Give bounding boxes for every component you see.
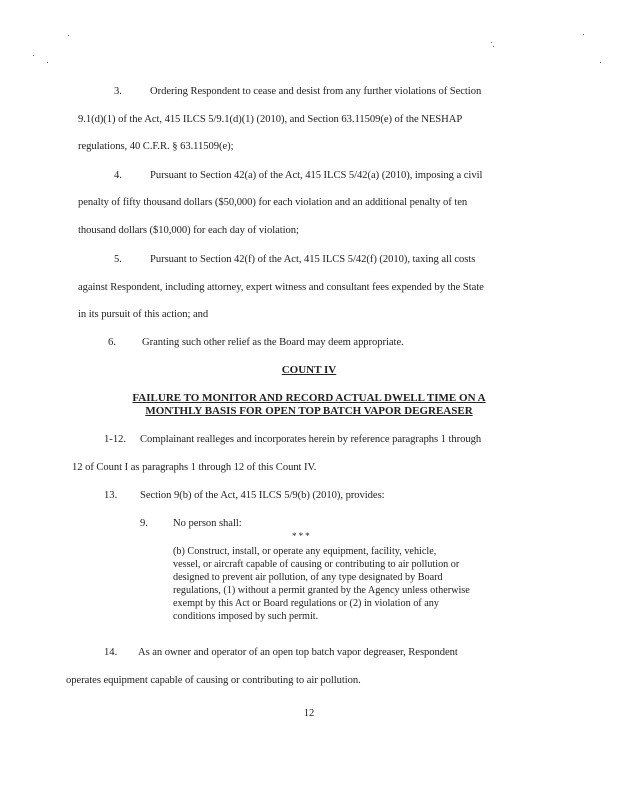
paragraph-5-number: 5. [114, 254, 122, 265]
quote-line: vessel, or aircraft capable of causing or contributing to air pollution or [173, 559, 460, 570]
quote-line: conditions imposed by such permit. [173, 611, 319, 622]
paragraph-4-line: penalty of fifty thousand dollars ($50,000) for each violation and an additional penalty of ten [78, 197, 468, 208]
paragraph-1-12-line: Complainant realleges and incorporates herein by reference paragraphs 1 through [140, 434, 482, 445]
count-subtitle-line: FAILURE TO MONITOR AND RECORD ACTUAL DWELL TIME ON A [132, 392, 486, 404]
quote-line: designed to prevent air pollution, of any type designated by Board [173, 572, 443, 583]
paragraph-3-line: Ordering Respondent to cease and desist from any further violations of Section [150, 86, 482, 97]
paragraph-13-number: 13. [104, 490, 118, 501]
scan-speck [600, 62, 601, 63]
paragraph-14-line: operates equipment capable of causing or contributing to air pollution. [66, 675, 361, 686]
paragraph-5-line: against Respondent, including attorney, expert witness and consultant fees expended by the State [78, 282, 484, 293]
paragraph-5-line: in its pursuit of this action; and [78, 309, 209, 320]
quote-line: regulations, (1) without a permit granted by the Agency unless otherwise [173, 585, 470, 596]
paragraph-4-line: Pursuant to Section 42(a) of the Act, 415 ILCS 5/42(a) (2010), imposing a civil [150, 170, 483, 181]
quote-section-number: 9. [140, 518, 148, 529]
paragraph-1-12-line: 12 of Count I as paragraphs 1 through 12 of this Count IV. [72, 462, 317, 473]
paragraph-3-line: regulations, 40 C.F.R. § 63.11509(e); [78, 141, 234, 152]
paragraph-6-number: 6. [108, 337, 116, 348]
quote-line: (b) Construct, install, or operate any equipment, facility, vehicle, [173, 546, 437, 557]
page-number: 12 [303, 708, 315, 719]
paragraph-14-line: As an owner and operator of an open top batch vapor degreaser, Respondent [138, 647, 458, 658]
paragraph-13-line: Section 9(b) of the Act, 415 ILCS 5/9(b) (2010), provides: [140, 490, 385, 501]
quote-line: exempt by this Act or Board regulations or (2) in violation of any [173, 598, 439, 609]
quote-intro: No person shall: [173, 518, 242, 529]
count-subtitle-line: MONTHLY BASIS FOR OPEN TOP BATCH VAPOR DEGREASER [145, 405, 473, 417]
quote-ellipsis-stars: * * * [292, 531, 310, 541]
paragraph-4-number: 4. [114, 170, 122, 181]
paragraph-5-line: Pursuant to Section 42(f) of the Act, 415 ILCS 5/42(f) (2010), taxing all costs [150, 254, 476, 265]
scan-speck [33, 55, 34, 56]
paragraph-14-number: 14. [104, 647, 118, 658]
paragraph-3-line: 9.1(d)(1) of the Act, 415 ILCS 5/9.1(d)(1) (2010), and Section 63.11509(e) of the NESHAP [78, 114, 463, 125]
scan-speck [493, 46, 494, 47]
scan-speck [583, 34, 584, 35]
scan-speck [68, 35, 69, 36]
paragraph-1-12-number: 1-12. [104, 434, 127, 445]
count-title: COUNT IV [281, 364, 337, 376]
paragraph-3-number: 3. [114, 86, 122, 97]
scan-speck [47, 62, 48, 63]
paragraph-6-line: Granting such other relief as the Board may deem appropriate. [142, 337, 404, 348]
paragraph-4-line: thousand dollars ($10,000) for each day of violation; [78, 225, 299, 236]
scan-speck [491, 42, 492, 43]
